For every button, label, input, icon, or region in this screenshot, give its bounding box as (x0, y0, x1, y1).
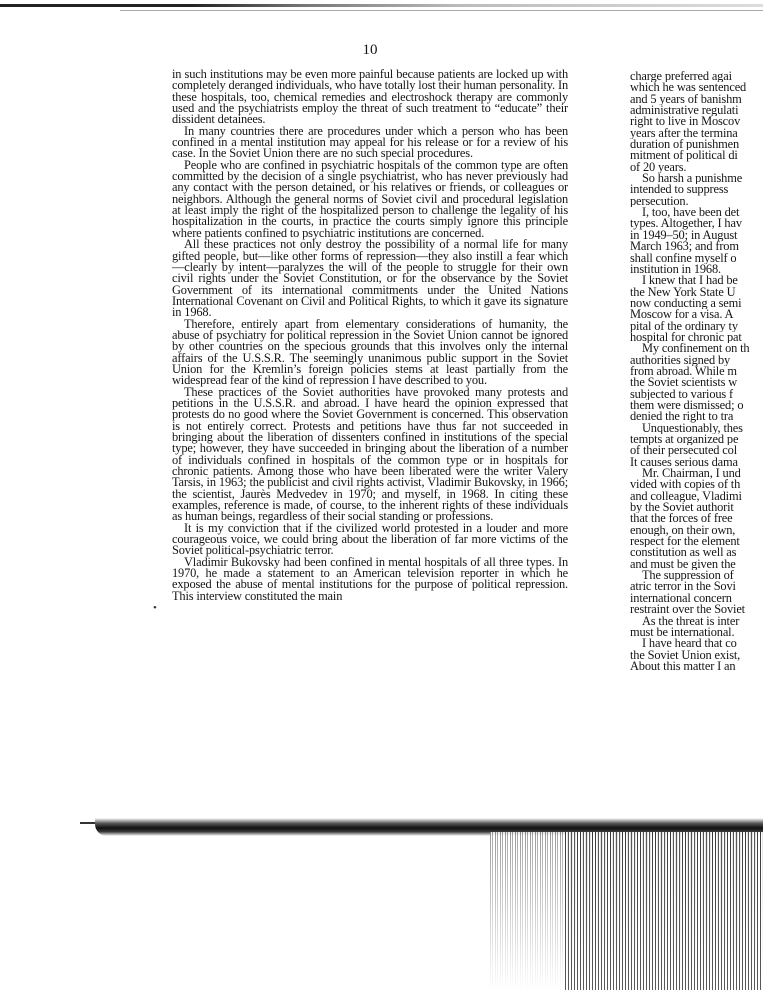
text-line: from abroad. While m (630, 365, 737, 378)
text-line: duration of punishmen (630, 139, 740, 151)
text-line: the Soviet scientists w (630, 377, 738, 389)
text-line: by the Soviet authorit (630, 502, 734, 514)
paragraph: Therefore, entirely apart from elementary considerations of humanity, the abuse of psychiatry for political repression in the Soviet Union cannot be ignored by other countries on the specious grounds that this involves only the internal affairs of the U.S.S.R. The seemingly unanimous public support in the Soviet Union for the Kremlin’s foreign policies stems at least partially from the widespread fear of the kind of repression I have described to you. (172, 316, 568, 388)
text-line: international concern (630, 592, 732, 605)
text-line: As the threat is inter (642, 615, 740, 627)
text-line: March 1963; and from (630, 241, 739, 253)
text-line: My confinement on th (642, 343, 750, 355)
right-text-column-cropped (630, 71, 763, 672)
text-line: I have heard that co (642, 638, 737, 650)
paragraph: Vladimir Bukovsky had been confined in mental hospitals of all three types. In 1970, he made a statement to an American television reporter in which he exposed the abuse of mental institutions for the purpose of political repression. This interview constituted the main (172, 554, 568, 603)
text-line: subjected to various f (630, 388, 734, 400)
text-line: mitment of political di (630, 150, 738, 162)
text-line: tempts at organized pe (630, 434, 739, 446)
text-line: them were dismissed; o (630, 399, 744, 412)
text-line: enough, on their own, (630, 524, 736, 537)
text-line: denied the right to tra (630, 411, 734, 423)
text-line: I knew that I had be (642, 275, 738, 287)
text-line: About this matter I an (630, 660, 736, 673)
text-line: that the forces of free (630, 513, 733, 525)
text-line: Mr. Chairman, I und (642, 468, 741, 480)
text-line: intended to suppress (630, 184, 729, 196)
text-line: Moscow for a visa. A (630, 309, 734, 321)
left-text-column (172, 69, 568, 602)
margin-mark: • (153, 602, 157, 614)
text-line: So harsh a punishme (642, 173, 743, 185)
text-line: constitution as well as (630, 547, 737, 559)
text-line: now conducting a semi (630, 297, 742, 310)
text-line: vided with copies of th (630, 479, 741, 491)
paragraph: In many countries there are procedures under which a person who has been confined in a mental institution may appeal for his release or for a review of his case. In the Soviet Union there are no such special procedures. (172, 123, 568, 161)
text-line: pital of the ordinary ty (630, 320, 738, 332)
paragraph: These practices of the Soviet authorities have provoked many protests and petitions in the U.S.S.R. and abroad. I have heard the opinion expressed that protests do no good where the Soviet Government is concerned. This observation is not entirely correct. Protests and petitions have thus far not succeeded in bringing about the liberation of dissenters confined in institutions of the special type; however, they have succeeded in bringing about the liberation of a number of individuals confined in hospitals of the common type or in hospitals for chronic patients. Among those who have been liberated were the writer Valery Tarsis, in 1963; the publicist and civil rights activist, Vladimir Bukovsky, in 1966; the scientist, Jaurès Medvedev in 1970; and myself, in 1968. In citing these examples, reference is made, of course, to the inherent rights of these individuals as human beings, regardless of their social standing or professions. (172, 384, 568, 524)
text-line: shall confine myself o (630, 252, 737, 264)
scan-top-rule-thin (120, 10, 763, 11)
text-line: and must be given the (630, 558, 736, 571)
scan-bottom-artifact (95, 818, 763, 990)
text-line: Unquestionably, thes (642, 422, 743, 434)
text-line: which he was sentenced (630, 82, 747, 94)
text-line: administrative regulati (630, 105, 739, 117)
text-line: authorities signed by (630, 354, 731, 366)
text-line: types. Altogether, I hav (630, 218, 742, 230)
text-line: the Soviet Union exist, (630, 649, 741, 661)
paragraph: in such institutions may be even more painful because patients are locked up with completely deranged individuals, who have totally lost their human personality. In these hospitals, too, chemical remedies and electroshock therapy are commonly used and the psychiatrists employ the threat of such treatment to “educate” their dissident detainees. (172, 67, 568, 127)
text-line: hospital for chronic pat (630, 331, 742, 344)
text-line: of 20 years. (630, 161, 687, 174)
scan-top-rule (0, 4, 763, 7)
page-number: 10 (362, 42, 378, 58)
paragraph: It is my conviction that if the civilized world protested in a louder and more courageous voice, we could bring about the liberation of far more victims of the Soviet political-psychiatric terror. (172, 520, 568, 558)
text-line: of their persecuted col (630, 445, 737, 457)
text-line: must be international. (630, 626, 735, 639)
paragraph: All these practices not only destroy the possibility of a normal life for many gifted people, but—like other forms of repression—they also instill a fear which—clearly by intent—paralyzes the will of the people to struggle for their own civil rights under the Soviet Constitution, or for the observance by the Soviet Government of its international commitments under the United Nations International Covenant on Civil and Political Rights, to which it gave its signature in 1968. (172, 237, 568, 320)
text-line: the New York State U (630, 286, 736, 298)
text-line: right to live in Moscov (630, 116, 741, 128)
text-line: respect for the element (630, 536, 740, 548)
text-line: institution in 1968. (630, 263, 721, 276)
text-line: I, too, have been det (642, 207, 740, 219)
text-line: and colleague, Vladimi (630, 490, 742, 503)
text-line: atric terror in the Sovi (630, 581, 736, 593)
text-line: restraint over the Soviet (630, 604, 745, 616)
text-line: The suppression of (642, 570, 734, 582)
text-line: and 5 years of banishm (630, 93, 742, 106)
scan-streak-region-dense (565, 832, 763, 990)
paragraph: People who are confined in psychiatric hospitals of the common type are often committed by the decision of a single psychiatrist, who has never previously had any contact with the person detained, or his relatives or friends, or colleagues or neighbors. Although the general norms of Soviet civil and procedural legislation at least imply the right of the hospitalized person to challenge the legality of his hospitalization in the courts, in practice the courts simply ignore this principle where patients confined to psychiatric institutions are concerned. (172, 157, 568, 240)
text-line: It causes serious dama (630, 456, 738, 469)
text-line: persecution. (630, 195, 689, 208)
text-line: in 1949–50; in August (630, 229, 738, 242)
text-line: charge preferred agai (630, 71, 732, 83)
text-line: years after the termina (630, 127, 738, 140)
